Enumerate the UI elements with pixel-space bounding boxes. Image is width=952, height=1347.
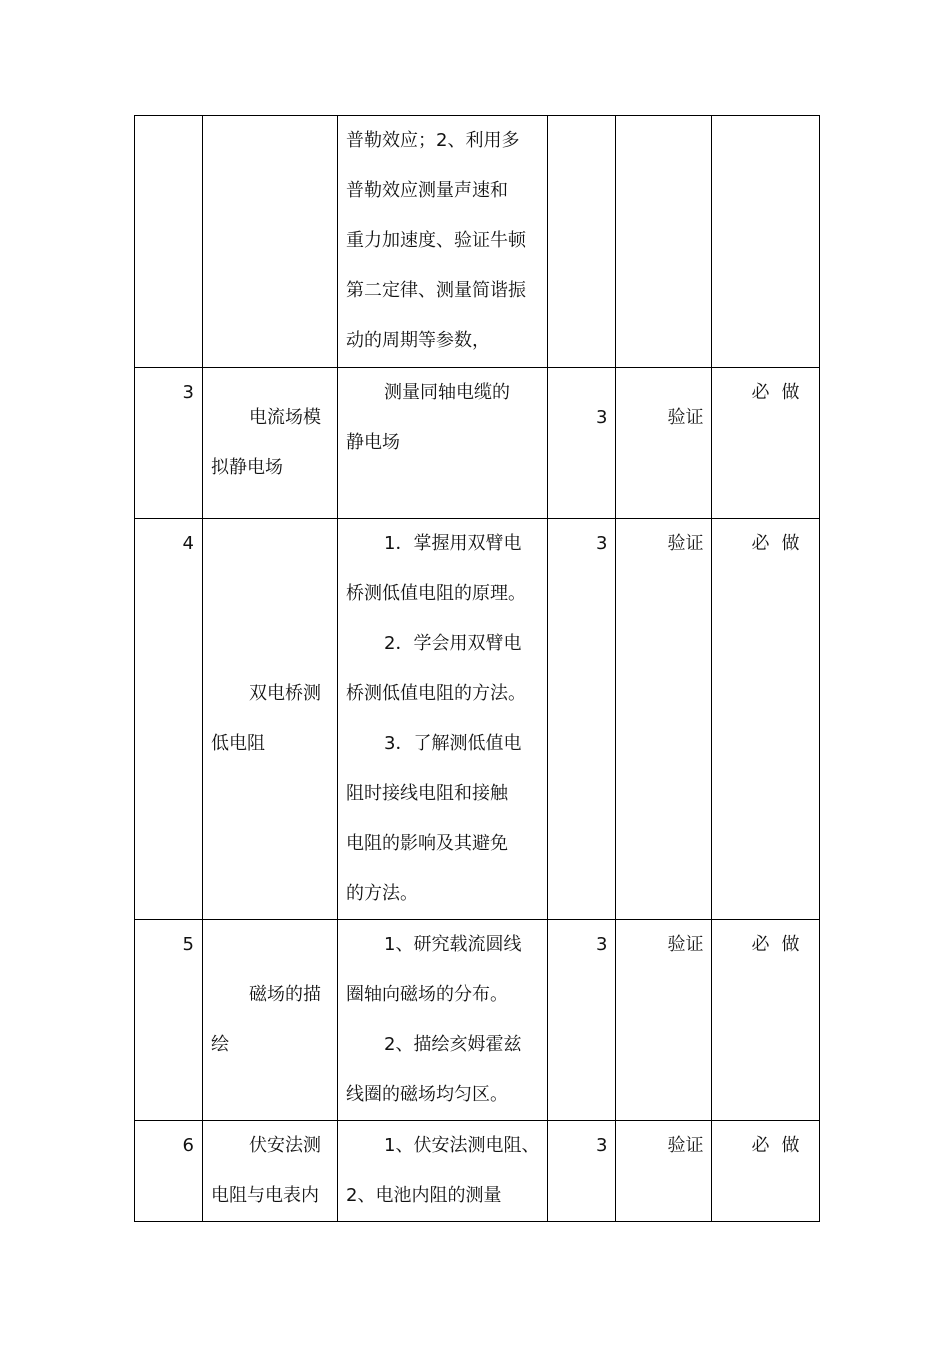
name-line: 磁场的描 [249, 984, 321, 1005]
experiment-name [203, 368, 338, 519]
experiment-content [338, 1121, 548, 1222]
content-line: 普勒效应；2、利用多 [346, 130, 520, 151]
table-row [135, 519, 820, 920]
table-row [135, 368, 820, 519]
content-line: 1．掌握用双臂电 [384, 533, 522, 554]
row-number [135, 116, 203, 368]
row-number: 4 [135, 519, 203, 920]
table-row [135, 1121, 820, 1222]
experiment-content [338, 920, 548, 1121]
content-line: 2、电池内阻的测量 [346, 1185, 502, 1206]
requirement: 必做 [712, 368, 820, 519]
experiment-name [203, 920, 338, 1121]
content-line: 电阻的影响及其避免 [346, 833, 508, 854]
experiment-type: 验证 [616, 519, 712, 920]
name-line: 拟静电场 [211, 457, 283, 478]
content-line: 测量同轴电缆的 [384, 382, 510, 403]
requirement: 必做 [712, 920, 820, 1121]
content-line: 第二定律、测量简谐振 [346, 280, 526, 301]
name-line: 双电桥测 [249, 683, 321, 704]
content-line: 桥测低值电阻的原理。 [346, 583, 526, 604]
hours: 3 [548, 1121, 616, 1222]
row-number: 5 [135, 920, 203, 1121]
content-line: 桥测低值电阻的方法。 [346, 683, 526, 704]
content-line: 重力加速度、验证牛顿 [346, 230, 526, 251]
experiment-content [338, 368, 548, 519]
content-line: 线圈的磁场均匀区。 [346, 1084, 508, 1105]
hours [548, 116, 616, 368]
experiment-type: 验证 [616, 920, 712, 1121]
hours: 3 [548, 920, 616, 1121]
experiment-content [338, 519, 548, 920]
row-number: 6 [135, 1121, 203, 1222]
content-line: 普勒效应测量声速和 [346, 180, 508, 201]
experiment-type [616, 116, 712, 368]
experiment-name [203, 1121, 338, 1222]
requirement: 必做 [712, 519, 820, 920]
content-line: 动的周期等参数， [346, 330, 490, 351]
content-line: 圈轴向磁场的分布。 [346, 984, 508, 1005]
experiment-name [203, 519, 338, 920]
hours: 3 [548, 519, 616, 920]
experiment-table [134, 115, 820, 1222]
content-line: 1、研究载流圆线 [384, 934, 522, 955]
content-line: 1、伏安法测电阻、 [384, 1135, 540, 1156]
name-line: 电流场模 [249, 407, 321, 428]
row-number: 3 [135, 368, 203, 519]
name-line: 电阻与电表内 [211, 1185, 319, 1206]
name-line: 低电阻 [211, 733, 265, 754]
name-line: 伏安法测 [249, 1135, 321, 1156]
content-line: 3．了解测低值电 [384, 733, 522, 754]
requirement: 必做 [712, 1121, 820, 1222]
experiment-type: 验证 [616, 368, 712, 519]
content-line: 的方法。 [346, 883, 418, 904]
experiment-type: 验证 [616, 1121, 712, 1222]
table-row [135, 116, 820, 368]
content-line: 2．学会用双臂电 [384, 633, 522, 654]
requirement [712, 116, 820, 368]
content-line: 阻时接线电阻和接触 [346, 783, 508, 804]
experiment-content [338, 116, 548, 368]
content-line: 静电场 [346, 432, 400, 453]
experiment-name [203, 116, 338, 368]
name-line: 绘 [211, 1034, 229, 1055]
table-row [135, 920, 820, 1121]
hours: 3 [548, 368, 616, 519]
content-line: 2、描绘亥姆霍兹 [384, 1034, 522, 1055]
